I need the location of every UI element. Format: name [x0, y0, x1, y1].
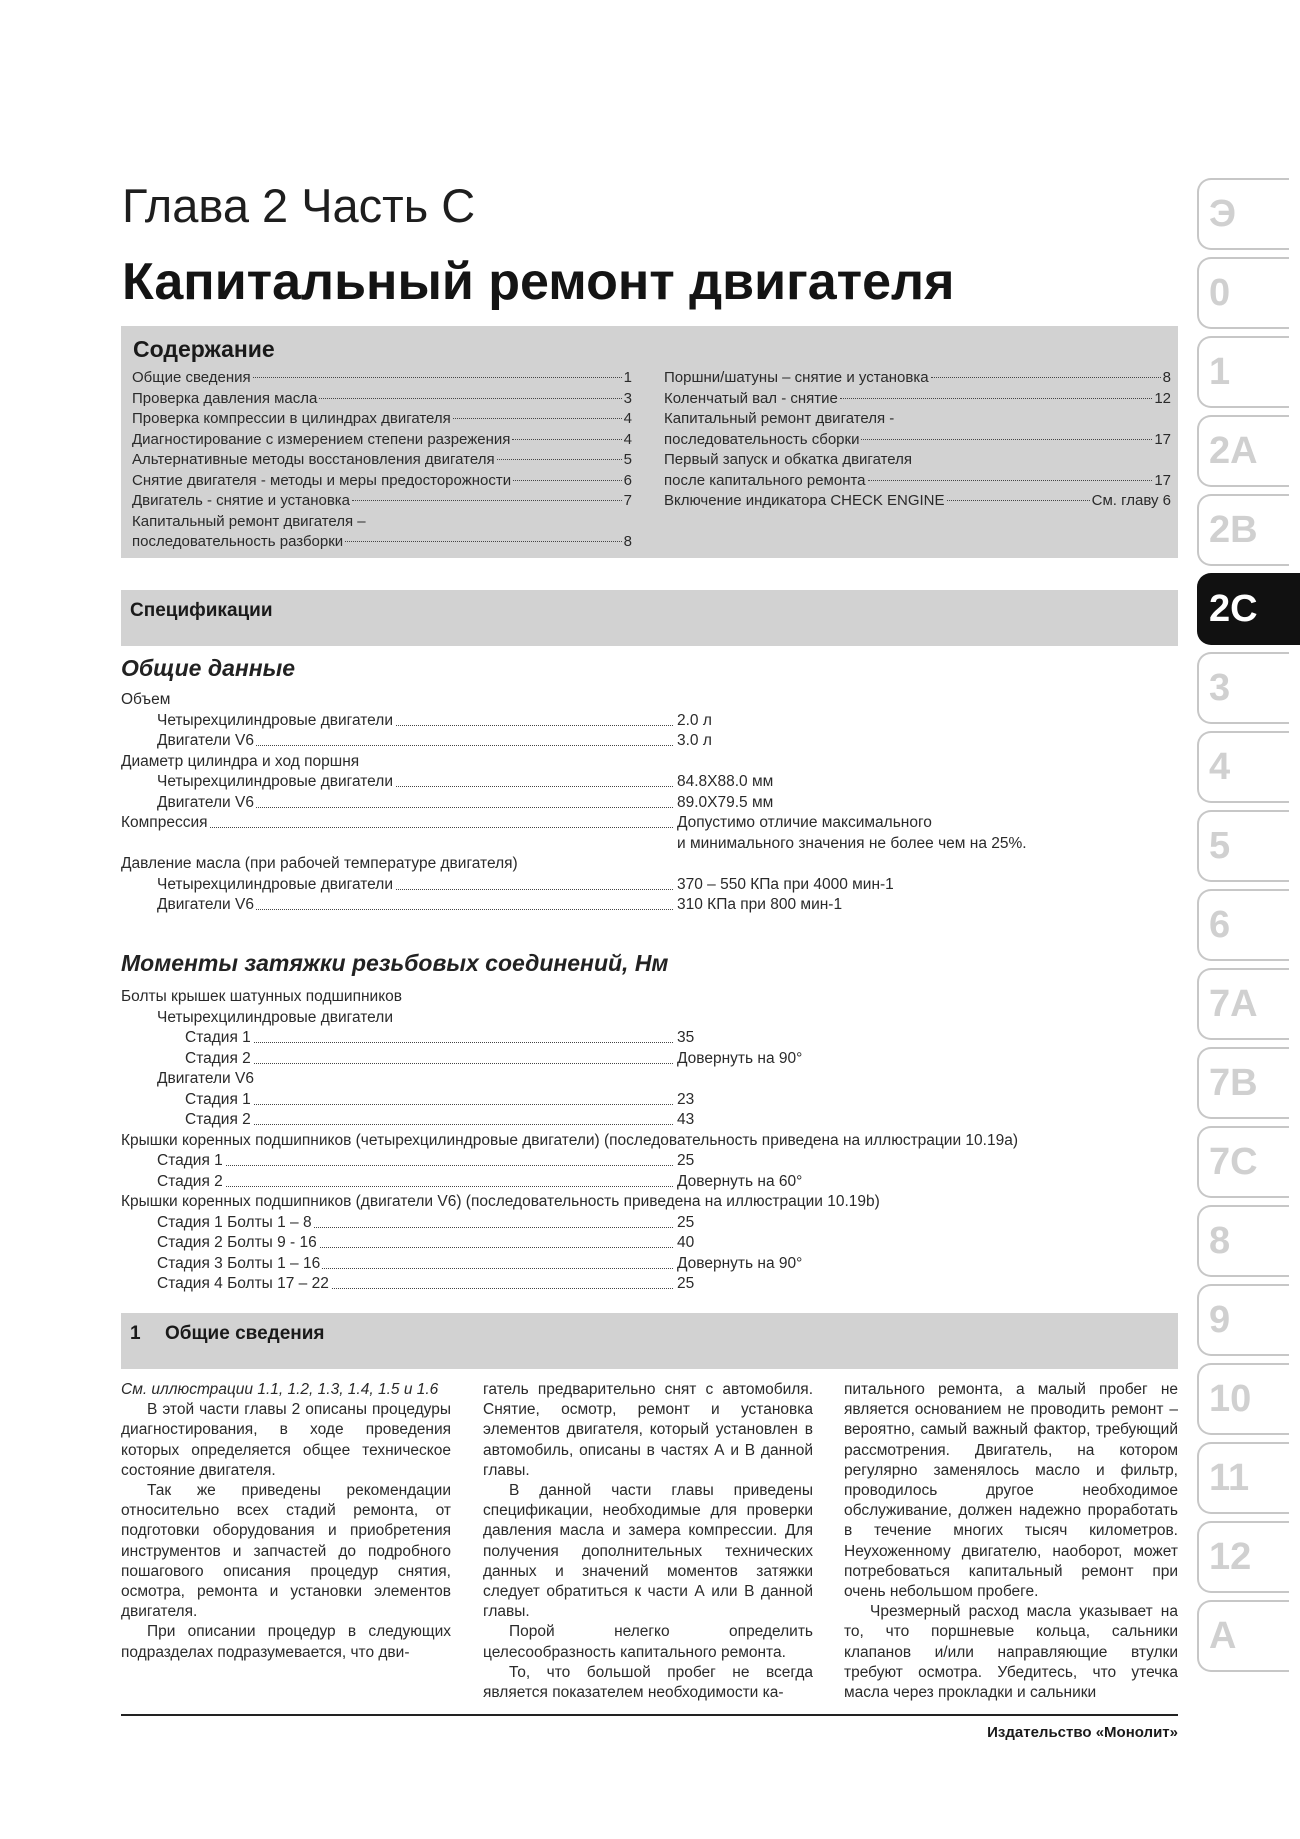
toc-entry[interactable]: последовательность сборки 17 — [664, 430, 1171, 448]
illustration-reference: См. иллюстрации 1.1, 1.2, 1.3, 1.4, 1.5 и 1.6 — [121, 1381, 439, 1398]
toc-entry[interactable]: Проверка компрессии в цилиндрах двигателя 4 — [132, 410, 632, 427]
spec-row: Компрессия Допустимо отличие максимального — [121, 813, 1081, 834]
spec-row: Стадия 2 Довернуть на 60° — [121, 1172, 1081, 1193]
page-title: Капитальный ремонт двигателя — [122, 253, 955, 311]
spec-group-label: Крышки коренных подшипников (двигатели V6) (последовательность приведена на иллюстрации 10.19b) — [121, 1193, 880, 1210]
paragraph: гатель предварительно снят с автомобиля. Снятие, осмотр, ремонт и установка элементов двигателя, который установлен в автомобиль, описаны в частях А и В данной главы. — [483, 1381, 813, 1479]
toc-entry[interactable]: Снятие двигателя - методы и меры предосторожности 6 — [132, 471, 632, 489]
spec-group-label: Давление масла (при рабочей температуре двигателя) — [121, 855, 518, 872]
toc-entry[interactable]: Капитальный ремонт двигателя – — [132, 512, 366, 530]
torque-heading: Моменты затяжки резьбовых соединений, Нм — [121, 950, 669, 976]
spec-group-label: Объем — [121, 691, 171, 708]
chapter-tab[interactable]: 5 — [1197, 810, 1289, 882]
spec-row: Стадия 3 Болты 1 – 16 Довернуть на 90° — [121, 1254, 1081, 1275]
toc-entry[interactable]: после капитального ремонта 17 — [664, 471, 1171, 489]
spec-row: Стадия 1 23 — [121, 1090, 1081, 1111]
chapter-tab[interactable]: Э — [1197, 178, 1289, 250]
chapter-tab[interactable]: 8 — [1197, 1205, 1289, 1277]
paragraph: То, что большой пробег не всегда является показателем необходимости ка- — [483, 1663, 813, 1702]
toc-entry[interactable]: Поршни/шатуны – снятие и установка 8 — [664, 369, 1171, 386]
spec-group-label: Диаметр цилиндра и ход поршня — [121, 752, 360, 770]
spec-group-label: Крышки коренных подшипников (четырехцилиндровые двигатели) (последовательность приведена на иллюстрации 10.19a) — [121, 1131, 1018, 1149]
toc-entry[interactable]: Коленчатый вал - снятие 12 — [664, 389, 1171, 407]
toc-entry[interactable]: Общие сведения 1 — [132, 369, 632, 386]
chapter-tab[interactable]: 7B — [1197, 1047, 1289, 1119]
contents-left-column — [132, 368, 632, 553]
publisher-credit: Издательство «Монолит» — [987, 1724, 1178, 1741]
spec-subgroup-label: Четырехцилиндровые двигатели — [157, 1008, 393, 1026]
toc-entry[interactable]: Диагностирование с измерением степени разрежения 4 — [132, 430, 632, 448]
toc-entry[interactable]: Двигатель - снятие и установка 7 — [132, 492, 632, 509]
footer-rule — [121, 1714, 1178, 1716]
chapter-tab[interactable]: 0 — [1197, 257, 1289, 329]
chapter-tab[interactable]: 10 — [1197, 1363, 1289, 1435]
paragraph: Чрезмерный расход масла указывает на то, что поршневые кольца, сальники клапанов и/или направляющие втулки требуют осмотра. Убедитесь, что утечка масла через прокладки и сальники — [844, 1603, 1178, 1702]
chapter-tab[interactable]: 12 — [1197, 1521, 1289, 1593]
paragraph: При описании процедур в следующих подразделах подразумевается, что дви- — [121, 1623, 451, 1661]
paragraph: Порой нелегко определить целесообразность капитального ремонта. — [483, 1623, 813, 1661]
toc-entry[interactable]: последовательность разборки 8 — [132, 533, 632, 550]
chapter-tab[interactable]: 7C — [1197, 1126, 1289, 1198]
toc-entry[interactable]: Проверка давления масла 3 — [132, 389, 632, 407]
chapter-tab-active[interactable]: 2C — [1197, 573, 1300, 645]
torque-table — [121, 987, 1081, 1295]
paragraph: В этой части главы 2 описаны процедуры диагностирования, в ходе проведения которых определяется общее техническое состояние двигателя. — [121, 1401, 451, 1479]
toc-entry[interactable]: Альтернативные методы восстановления двигателя 5 — [132, 451, 632, 468]
contents-box — [121, 326, 1178, 558]
chapter-tab[interactable]: 9 — [1197, 1284, 1289, 1356]
paragraph: питального ремонта, а малый пробег не является основанием не проводить ремонт – вероятно, самый важный фактор, требующий рассмотрения. Двигатель, на котором регулярно заменялось масло и фильтр, проводилось другое необходимое обслуживание, должен надежно проработать в течение многих тысяч километров. Неухоженному двигателю, наоборот, может потребоваться капитальный ремонт при очень небольшом пробеге. — [844, 1381, 1178, 1601]
text-column-1 — [121, 1380, 451, 1663]
chapter-tab[interactable]: 11 — [1197, 1442, 1289, 1514]
spec-row: Четырехцилиндровые двигатели 2.0 л — [121, 711, 1081, 732]
chapter-tab[interactable]: 2B — [1197, 494, 1289, 566]
spec-row: Двигатели V6 89.0X79.5 мм — [121, 793, 1081, 814]
chapter-tab[interactable]: 7A — [1197, 968, 1289, 1040]
section-number: 1 — [130, 1323, 141, 1344]
spec-row: Четырехцилиндровые двигатели 370 – 550 КПа при 4000 мин-1 — [121, 875, 1081, 896]
chapter-tab[interactable]: 6 — [1197, 889, 1289, 961]
toc-entry[interactable]: Включение индикатора CHECK ENGINE См. главу 6 — [664, 492, 1171, 509]
text-column-3 — [844, 1380, 1178, 1703]
specifications-heading: Спецификации — [130, 600, 273, 621]
spec-subgroup-label: Двигатели V6 — [157, 1070, 254, 1087]
general-data-heading: Общие данные — [121, 655, 296, 681]
section-title: Общие сведения — [165, 1323, 325, 1344]
spec-row: Стадия 2 Довернуть на 90° — [121, 1049, 1081, 1070]
spec-row: Стадия 2 Болты 9 - 16 40 — [121, 1233, 1081, 1254]
general-data-table — [121, 690, 1081, 916]
specifications-bar — [121, 590, 1178, 646]
section-1-bar — [121, 1313, 1178, 1369]
spec-value-continuation: и минимального значения не более чем на 25%. — [677, 834, 1027, 852]
toc-entry[interactable]: Первый запуск и обкатка двигателя — [664, 451, 912, 468]
spec-group-label: Болты крышек шатунных подшипников — [121, 988, 403, 1005]
spec-row: Четырехцилиндровые двигатели 84.8X88.0 мм — [121, 772, 1081, 793]
spec-row: Стадия 1 35 — [121, 1028, 1081, 1049]
chapter-tab[interactable]: 4 — [1197, 731, 1289, 803]
toc-entry[interactable]: Капитальный ремонт двигателя - — [664, 410, 895, 427]
spec-row: Стадия 4 Болты 17 – 22 25 — [121, 1274, 1081, 1295]
spec-row: Стадия 2 43 — [121, 1110, 1081, 1131]
spec-row: Стадия 1 25 — [121, 1151, 1081, 1172]
paragraph: В данной части главы приведены спецификации, необходимые для проверки давления масла и замера компрессии. Для получения дополнительных технических данных и значений моментов затяжки следует обратиться к части А или В данной главы. — [483, 1482, 813, 1621]
contents-right-column — [664, 368, 1171, 512]
spec-row: Двигатели V6 3.0 л — [121, 731, 1081, 752]
chapter-tab[interactable]: 2A — [1197, 415, 1289, 487]
chapter-tab[interactable]: 1 — [1197, 336, 1289, 408]
spec-row: Двигатели V6 310 КПа при 800 мин-1 — [121, 895, 1081, 916]
text-column-2 — [483, 1380, 813, 1703]
spec-row: Стадия 1 Болты 1 – 8 25 — [121, 1213, 1081, 1234]
chapter-tab[interactable]: 3 — [1197, 652, 1289, 724]
chapter-label: Глава 2 Часть С — [122, 179, 476, 232]
contents-heading: Содержание — [133, 336, 275, 362]
chapter-tab[interactable]: A — [1197, 1600, 1289, 1672]
paragraph: Так же приведены рекомендации относительно всех стадий ремонта, от подготовки оборудования и приобретения инструментов и запчастей до подробного пошагового описания процедур снятия, осмотра, ремонта и установки элементов двигателя. — [121, 1482, 451, 1621]
